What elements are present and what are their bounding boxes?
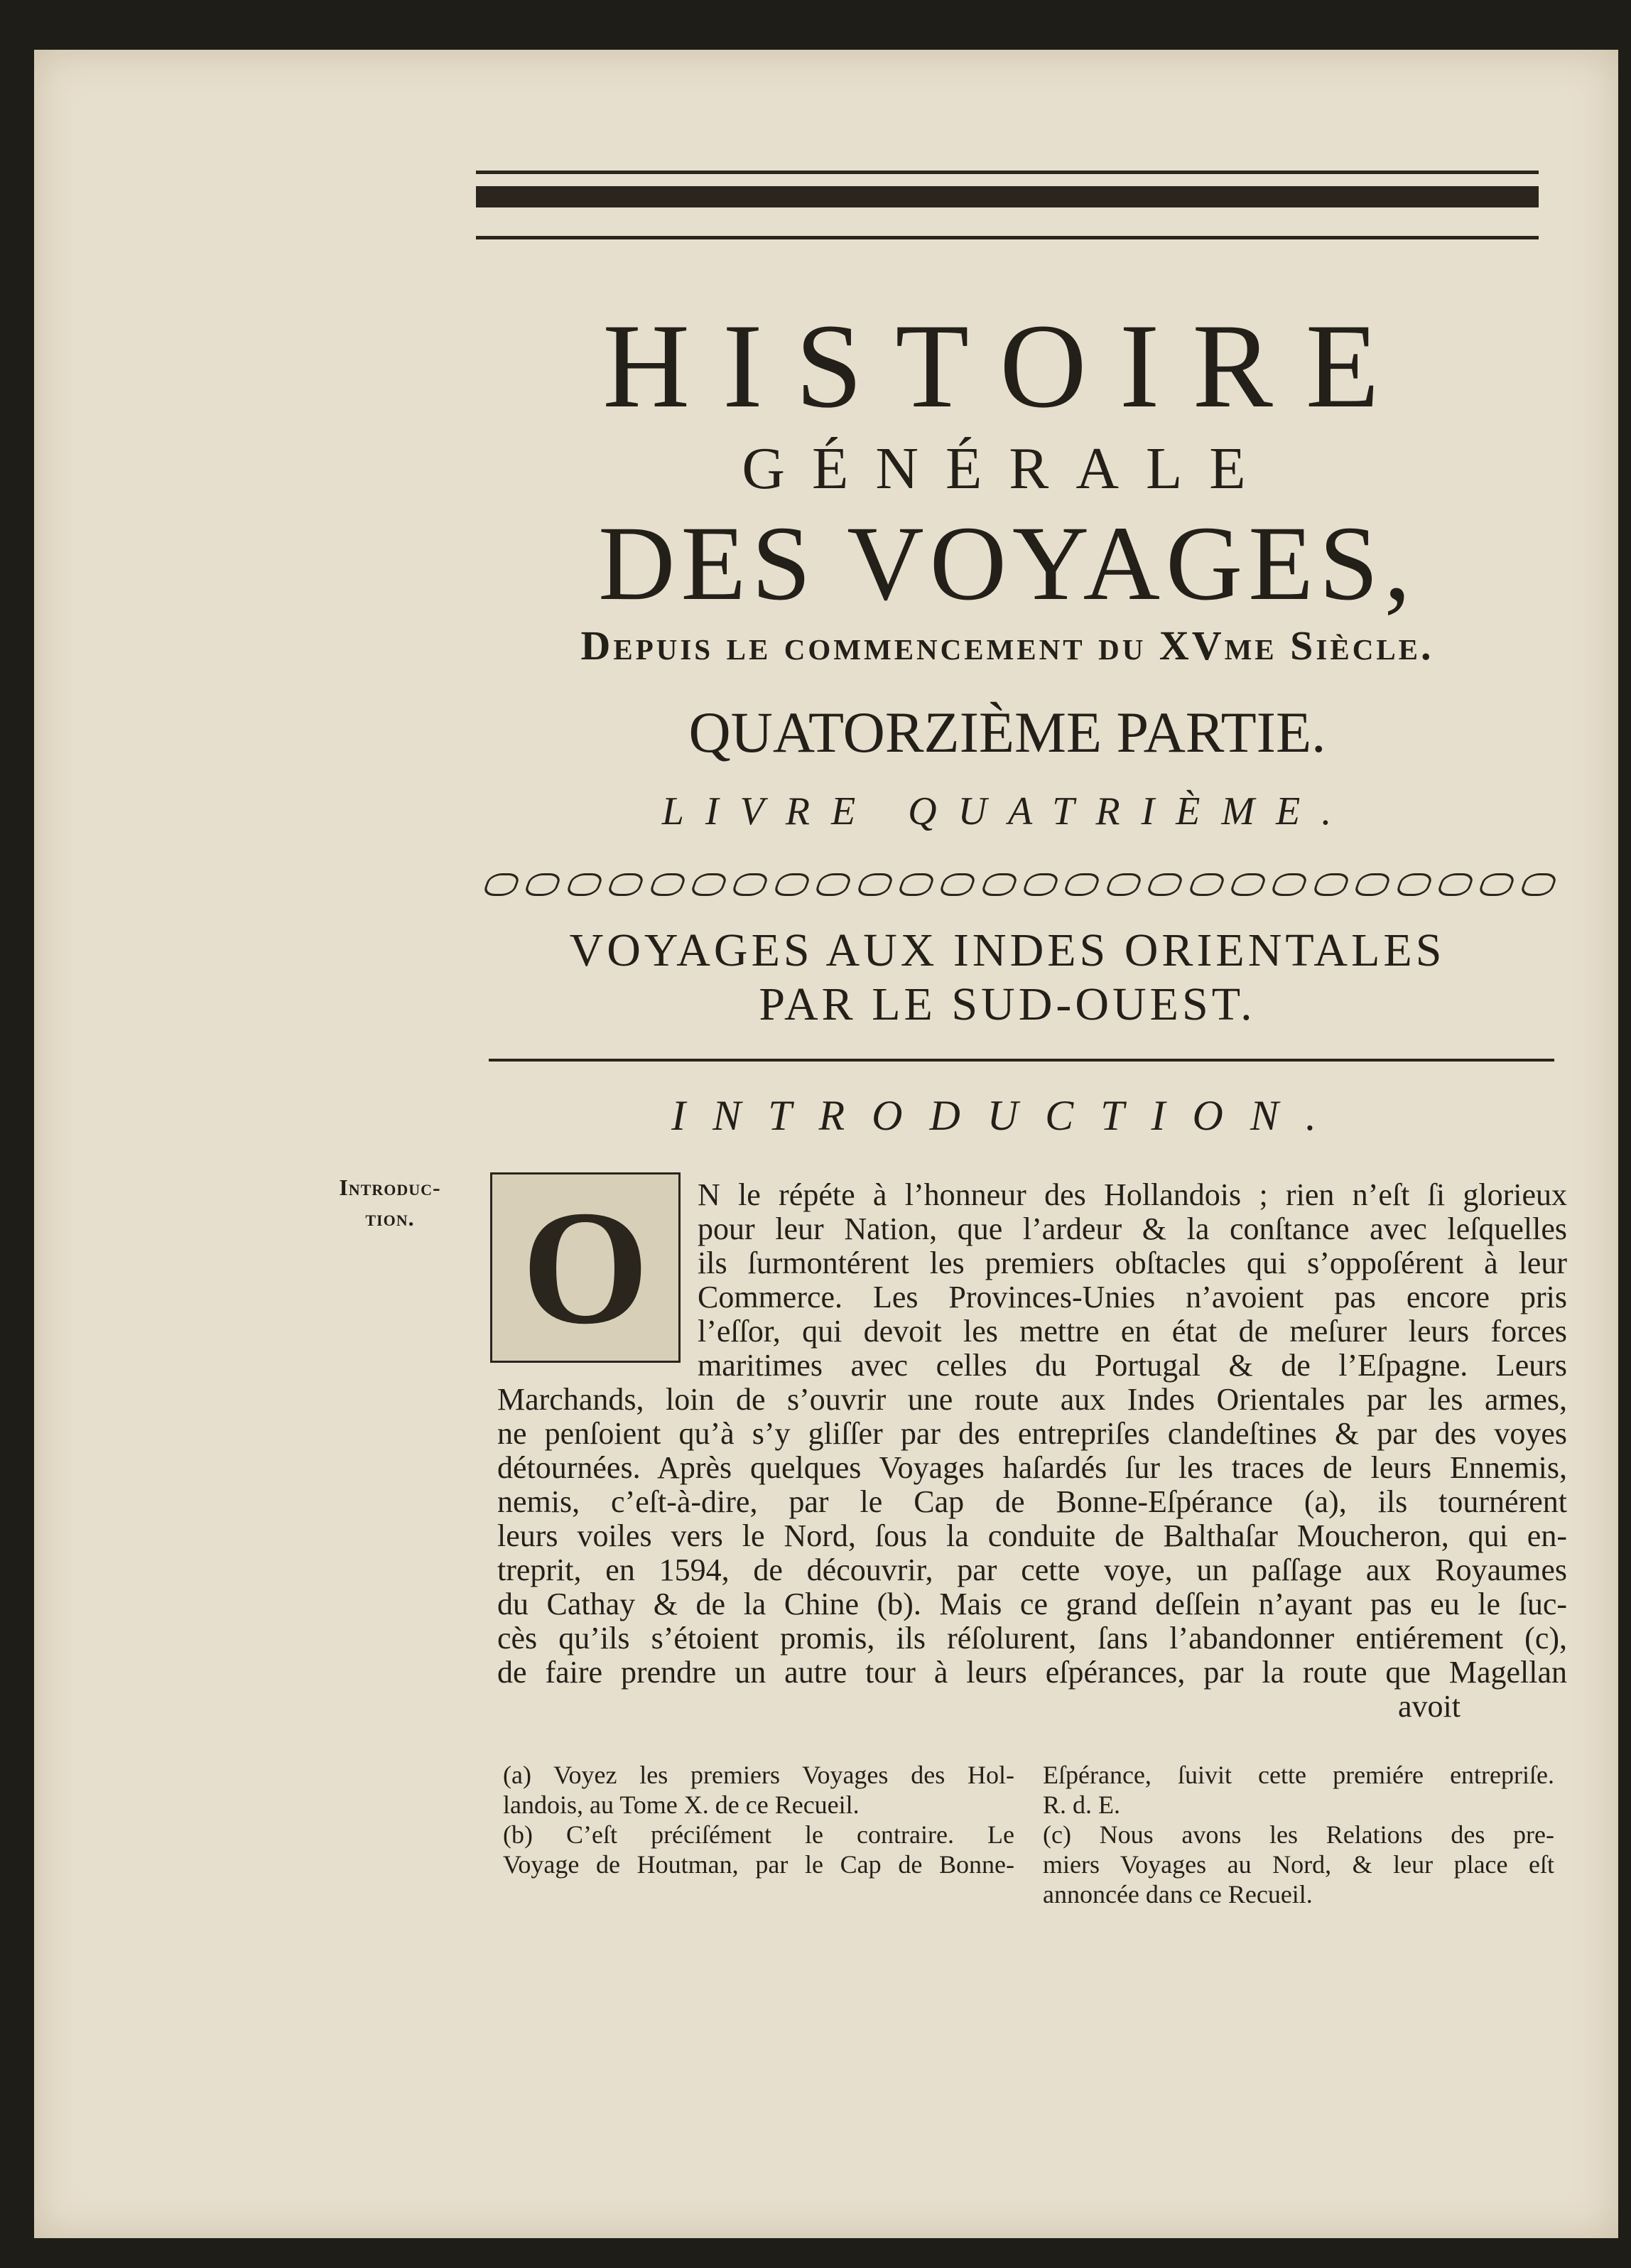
book-page xyxy=(34,50,1618,2238)
footnote-line: annoncée dans ce Recueil. xyxy=(1043,1880,1313,1908)
drop-cap-letter: O xyxy=(521,1177,649,1358)
title-generale: GÉNÉRALE xyxy=(742,436,1273,502)
body-line: ils ſurmontérent les premiers obſtacles qui s’oppoſérent à leur xyxy=(698,1246,1567,1280)
title-histoire: HISTOIRE xyxy=(602,299,1412,433)
footnote-line: landois, au Tome X. de ce Recueil. xyxy=(503,1791,860,1819)
header-band xyxy=(476,186,1539,207)
body-line: pour leur Nation, que l’ardeur & la conſtance avec leſquelles xyxy=(698,1211,1567,1246)
body-line: nemis, c’eſt-à-dire, par le Cap de Bonne-Eſpérance (a), ils tournérent xyxy=(497,1484,1567,1519)
marginal-note: Introduc-tion. xyxy=(339,1174,441,1231)
header-rule-bottom xyxy=(476,236,1539,239)
ornamental-border xyxy=(486,873,1554,897)
introduction-heading: INTRODUCTION. xyxy=(671,1092,1343,1139)
section-rule xyxy=(489,1059,1554,1062)
section-title-line1: VOYAGES AUX INDES ORIENTALES xyxy=(569,924,1446,976)
body-line: du Cathay & de la Chine (b). Mais ce grand deſſein n’ayant pas eu le ſuc- xyxy=(497,1587,1567,1621)
section-title xyxy=(432,924,1583,1032)
footnote-line: (b) C’eſt préciſément le contraire. Le xyxy=(503,1820,1014,1849)
section-title-line2: PAR LE SUD-OUEST. xyxy=(759,978,1256,1030)
body-line: treprit, en 1594, de découvrir, par cette voye, un paſſage aux Royaumes xyxy=(497,1552,1567,1587)
footnote-line: R. d. E. xyxy=(1043,1791,1121,1819)
part-title: QUATORZIÈME PARTIE. xyxy=(688,700,1326,765)
header-rule-top xyxy=(476,171,1539,174)
footnote-line: Eſpérance, ſuivit cette premiére entrepriſe. xyxy=(1043,1761,1554,1789)
subtitle-depuis: Depuis le commencement du XVme Siècle. xyxy=(580,622,1434,669)
body-line: Marchands, loin de s’ouvrir une route aux Indes Orientales par les armes, xyxy=(497,1382,1567,1417)
body-line: leurs voiles vers le Nord, ſous la conduite de Balthaſar Moucheron, qui en- xyxy=(497,1518,1567,1553)
body-line: N le répéte à l’honneur des Hollandois ; rien n’eſt ſi glorieux xyxy=(698,1177,1567,1212)
body-line: maritimes avec celles du Portugal & de l’Eſpagne. Leurs xyxy=(698,1348,1567,1383)
footnote-line: Voyage de Houtman, par le Cap de Bonne- xyxy=(503,1850,1014,1879)
drop-cap xyxy=(490,1172,681,1363)
body-line: détournées. Après quelques Voyages haſardés ſur les traces de leurs Ennemis, xyxy=(497,1450,1567,1485)
body-line: ne penſoient qu’à s’y gliſſer par des entrepriſes clandeſtines & par des voyes xyxy=(497,1416,1567,1451)
footnote-line: (a) Voyez les premiers Voyages des Hol- xyxy=(503,1761,1014,1789)
body-line: Commerce. Les Provinces-Unies n’avoient pas encore pris xyxy=(698,1280,1567,1314)
catchword: avoit xyxy=(1398,1689,1461,1724)
body-line: cès qu’ils s’étoient promis, ils réſolurent, ſans l’abandonner entiérement (c), xyxy=(497,1621,1567,1656)
book-title: LIVRE QUATRIÈME. xyxy=(661,789,1353,833)
body-line: de faire prendre un autre tour à leurs eſpérances, par la route que Magellan xyxy=(497,1655,1567,1690)
title-des-voyages: DES VOYAGES, xyxy=(598,504,1416,622)
footnote-line: (c) Nous avons les Relations des pre- xyxy=(1043,1820,1554,1849)
body-line: l’eſſor, qui devoit les mettre en état de meſurer leurs forces xyxy=(698,1314,1567,1349)
footnote-line: miers Voyages au Nord, & leur place eſt xyxy=(1043,1850,1554,1879)
